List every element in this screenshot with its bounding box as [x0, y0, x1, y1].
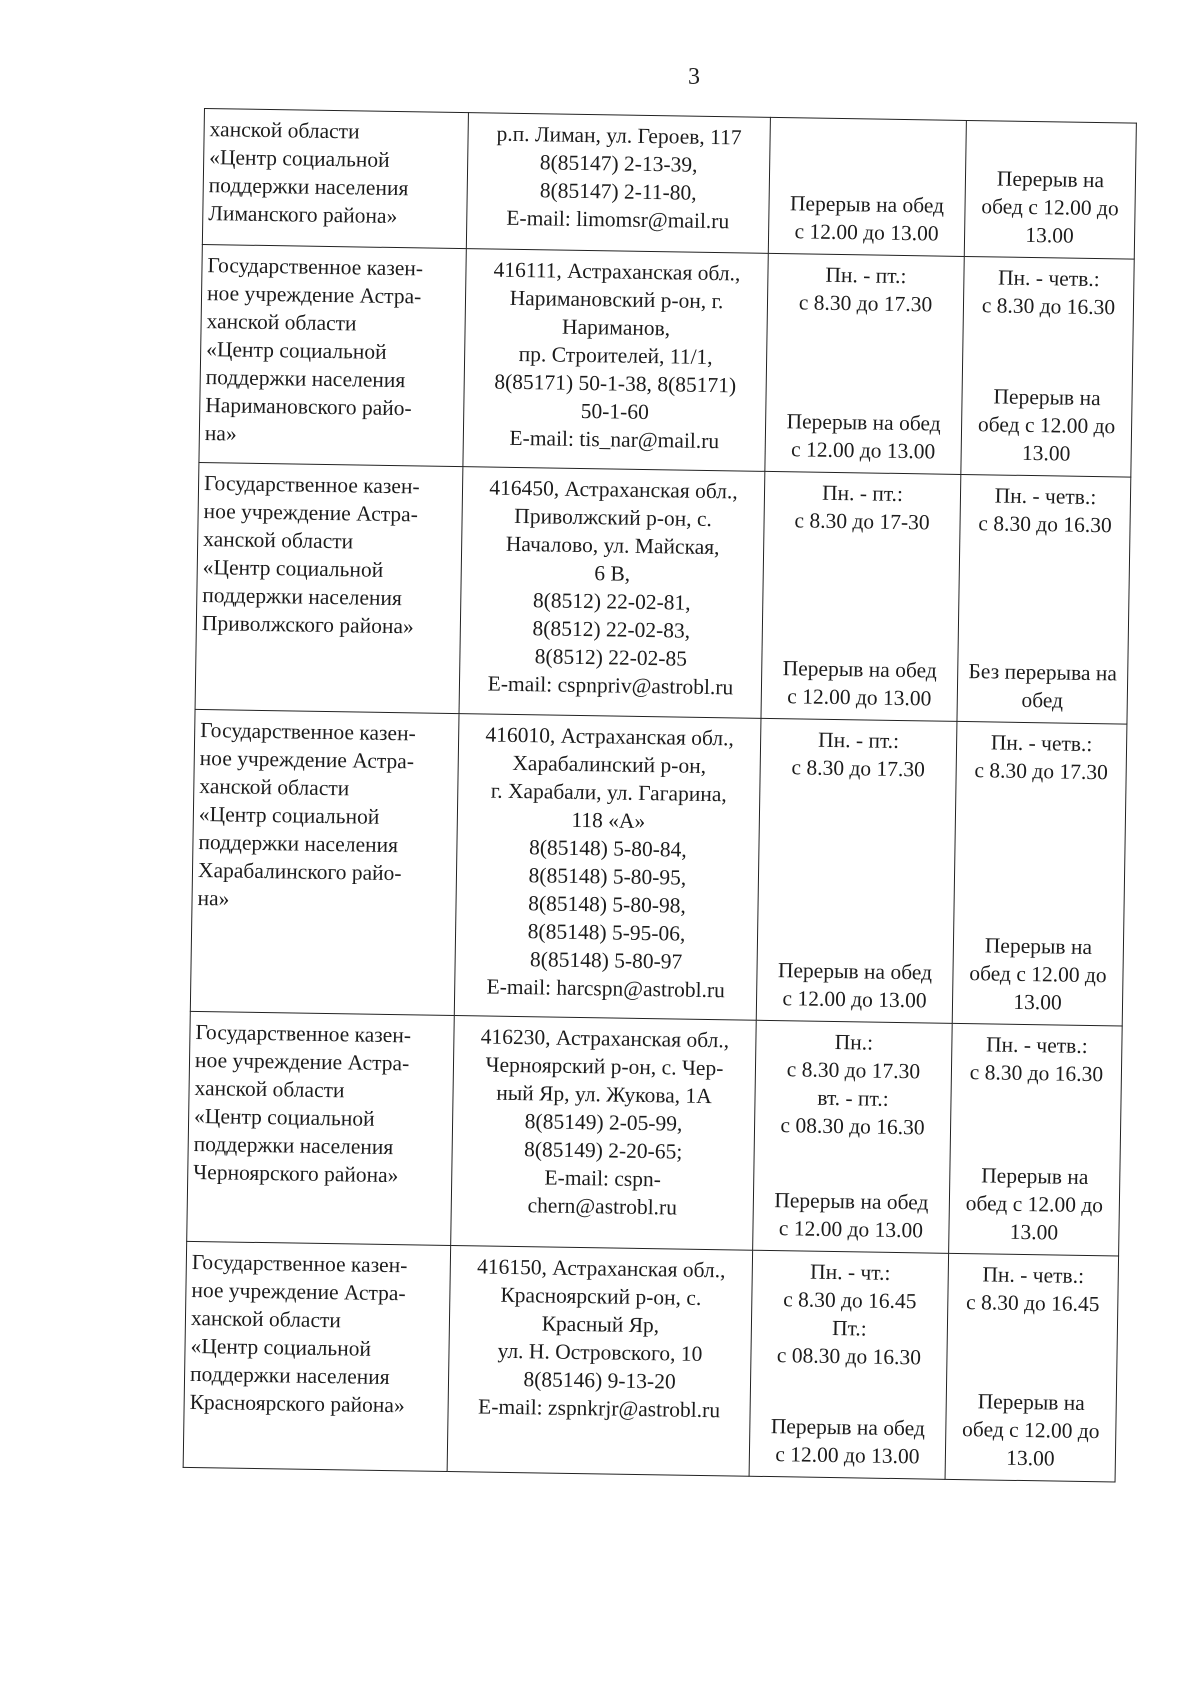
institution-name-cell: [190, 709, 459, 1016]
hours-line: с 8.30 до 16.30: [981, 292, 1116, 319]
institutions-table-wrapper: [183, 108, 1137, 1482]
address-line: 8(85171) 50-1-38, 8(85171): [494, 369, 737, 398]
institution-name-line: «Центр социальной: [190, 1333, 372, 1361]
break-line: Перерыв на обед: [774, 1188, 929, 1215]
short-week-schedule-cell: [952, 721, 1127, 1026]
institution-name-line: «Центр социальной: [198, 801, 380, 829]
weekday-schedule-break: [762, 956, 948, 1015]
institution-name-line: Черноярского района»: [193, 1160, 399, 1188]
institution-name-cell: [202, 109, 468, 249]
institution-name-line: ное учреждение Астра-: [206, 280, 422, 309]
break-line: с 12.00 до 13.00: [778, 1216, 924, 1243]
short-week-schedule-content: [958, 728, 1121, 1018]
hours-line: Пн.:: [834, 1030, 874, 1056]
weekday-schedule-content: [774, 124, 961, 248]
address-line: Красный Яр,: [541, 1311, 660, 1338]
address-line: 8(85148) 5-80-98,: [528, 891, 687, 918]
break-line: Без перерыва на: [968, 658, 1118, 686]
hours-line: Пн. - пт.:: [825, 262, 907, 288]
hours-line: с 8.30 до 16.30: [978, 511, 1112, 538]
break-line: Перерыв на обед: [789, 190, 945, 218]
address-line: E-mail: harcspn@astrobl.ru: [486, 974, 726, 1003]
hours-line: с 8.30 до 17.30: [974, 758, 1109, 785]
weekday-schedule-hours: [766, 725, 952, 784]
institution-name-line: Государственное казен-: [191, 1249, 408, 1278]
short-week-schedule-break: [963, 657, 1123, 715]
hours-line: с 08.30 до 16.30: [780, 1113, 925, 1140]
institutions-table: [183, 108, 1137, 1482]
institution-name-line: ное учреждение Астра-: [203, 499, 419, 527]
address-cell: [459, 467, 765, 718]
address-cell: [454, 713, 761, 1020]
institution-name-line: Наримановского райо-: [205, 392, 412, 420]
table-row: [183, 1241, 1118, 1481]
address-line: chern@astrobl.ru: [527, 1193, 678, 1220]
short-week-schedule-content: [966, 263, 1128, 469]
address-line: E-mail: cspn-: [544, 1165, 662, 1192]
weekday-schedule-hours: [756, 1257, 943, 1372]
weekday-schedule-content: [770, 260, 958, 466]
break-line: Перерыв на обед: [786, 409, 941, 436]
break-line: Перерыв на: [996, 166, 1105, 192]
break-line: с 12.00 до 13.00: [782, 986, 927, 1013]
institution-name-line: поддержки населения: [208, 173, 409, 201]
address-line: 8(85149) 2-20-65;: [523, 1137, 683, 1165]
address-line: 8(8512) 22-02-83,: [532, 616, 691, 643]
institution-name-cell: [183, 1241, 451, 1471]
institution-name-line: Красноярского района»: [189, 1389, 405, 1418]
institution-name-cell: [195, 463, 463, 714]
institution-name-line: «Центр социальной: [206, 336, 387, 364]
hours-line: Пн. - четв.:: [997, 265, 1100, 291]
institution-name-line: поддержки населения: [205, 364, 406, 392]
address-line: E-mail: zspnkrjr@astrobl.ru: [477, 1394, 721, 1423]
address-line: 118 «А»: [571, 807, 646, 833]
address-line: 6 В,: [594, 561, 631, 586]
break-line: 13.00: [1025, 222, 1074, 248]
address-line: 416450, Астраханская обл.,: [489, 475, 738, 504]
address-line: 8(85148) 5-95-06,: [527, 919, 686, 946]
institution-name-line: Государственное казен-: [203, 471, 420, 499]
address-line: 416111, Астраханская обл.,: [493, 257, 741, 286]
short-week-schedule-content: [954, 1030, 1116, 1247]
break-line: с 12.00 до 13.00: [790, 437, 936, 464]
institution-name-line: поддержки населения: [198, 829, 399, 857]
institution-name-line: ное учреждение Астра-: [191, 1277, 406, 1306]
weekday-schedule-cell: [749, 1250, 949, 1479]
hours-line: с 8.30 до 17.30: [798, 289, 933, 317]
institution-name-line: поддержки населения: [193, 1132, 394, 1160]
hours-line: с 8.30 до 16.45: [782, 1287, 917, 1314]
table-body: [183, 109, 1136, 1482]
address-line: Харабалинский р-он,: [512, 750, 707, 778]
table-row: [199, 244, 1134, 477]
institution-name-line: на»: [197, 885, 230, 911]
weekday-schedule-cell: [761, 472, 961, 722]
weekday-schedule-hours: [769, 478, 955, 537]
institution-name-line: ханской области: [199, 773, 350, 801]
table-row: [202, 109, 1136, 259]
address-line: 8(85146) 9-13-20: [523, 1367, 676, 1394]
address-line: 8(85147) 2-11-80,: [539, 178, 697, 205]
break-line: Перерыв на: [993, 384, 1101, 411]
hours-line: с 8.30 до 16.30: [969, 1060, 1104, 1087]
table-row: [195, 463, 1131, 724]
weekday-schedule-hours: [760, 1027, 947, 1142]
weekday-schedule-content: [762, 725, 951, 1015]
institution-name-cell: [199, 244, 466, 467]
hours-line: с 8.30 до 17-30: [794, 508, 930, 535]
hours-line: с 08.30 до 16.30: [776, 1343, 922, 1370]
break-line: 13.00: [1009, 1219, 1059, 1245]
address-line: р.п. Лиман, ул. Героев, 117: [496, 121, 742, 150]
short-week-schedule-hours: [957, 1030, 1117, 1088]
break-line: 13.00: [1021, 441, 1071, 466]
short-week-schedule-cell: [964, 120, 1136, 258]
institution-name-line: ханской области: [190, 1305, 342, 1333]
hours-line: Пн. - четв.:: [982, 1262, 1085, 1288]
break-line: Перерыв на: [984, 933, 1093, 960]
address-line: Нариманов,: [561, 314, 671, 340]
institution-name-line: ханской области: [203, 527, 354, 554]
hours-line: Пн. - чт.:: [809, 1259, 891, 1285]
address-line: 8(85148) 5-80-95,: [528, 863, 687, 890]
short-week-schedule-hours: [961, 728, 1121, 786]
break-line: Перерыв на: [977, 1388, 1086, 1415]
institution-name-line: «Центр социальной: [202, 555, 384, 583]
institution-name-line: Приволжского района»: [201, 611, 414, 639]
address-line: 416230, Астраханская обл.,: [480, 1024, 730, 1053]
institution-name-line: ханской области: [194, 1076, 345, 1103]
break-line: обед с 12.00 до: [977, 412, 1116, 439]
short-week-schedule-hours: [965, 481, 1125, 539]
hours-line: Пн. - четв.:: [990, 730, 1093, 756]
break-line: Перерыв на: [981, 1163, 1089, 1190]
break-line: обед с 12.00 до: [981, 193, 1119, 220]
short-week-schedule-cell: [961, 256, 1134, 477]
weekday-schedule-cell: [753, 1021, 953, 1254]
address-cell: [451, 1016, 757, 1250]
institution-name-line: Харабалинского райо-: [197, 857, 402, 886]
hours-line: Пт.:: [831, 1316, 867, 1341]
break-line: обед с 12.00 до: [961, 1416, 1100, 1443]
hours-line: с 8.30 до 16.45: [965, 1290, 1100, 1317]
hours-line: с 8.30 до 17.30: [786, 1057, 921, 1084]
short-week-schedule-hours: [972, 127, 1131, 129]
weekday-schedule-cell: [756, 718, 957, 1024]
address-cell: [463, 248, 768, 471]
short-week-schedule-break: [954, 1161, 1114, 1247]
institution-name-line: «Центр социальной: [209, 145, 390, 172]
institution-name-line: Лиманского района»: [208, 201, 398, 229]
address-line: 8(85148) 5-80-84,: [528, 835, 687, 862]
institution-name-line: ное учреждение Астра-: [199, 745, 415, 774]
address-line: 8(8512) 22-02-81,: [532, 588, 691, 615]
institution-name-line: Государственное казен-: [200, 717, 416, 746]
institution-name-cell: [187, 1012, 455, 1246]
break-line: 13.00: [1013, 990, 1062, 1016]
address-line: пр. Строителей, 11/1,: [518, 341, 713, 369]
address-line: г. Харабали, ул. Гагарина,: [490, 778, 727, 807]
weekday-schedule-content: [767, 478, 956, 712]
institution-name-line: ханской области: [206, 308, 357, 336]
weekday-schedule-cell: [765, 253, 964, 475]
address-line: ный Яр, ул. Жукова, 1А: [496, 1081, 712, 1109]
short-week-schedule-break: [958, 931, 1118, 1017]
break-line: обед с 12.00 до: [969, 961, 1107, 988]
short-week-schedule-break: [966, 382, 1126, 468]
address-line: 416150, Астраханская обл.,: [476, 1254, 726, 1283]
short-week-schedule-hours: [953, 1260, 1113, 1318]
weekday-schedule-cell: [768, 117, 966, 256]
hours-line: Пн. - пт.:: [817, 727, 900, 753]
break-line: обед с 12.00 до: [965, 1191, 1104, 1218]
institution-name-line: Государственное казен-: [207, 252, 424, 281]
institution-name-line: на»: [204, 420, 237, 446]
break-line: с 12.00 до 13.00: [794, 218, 939, 246]
hours-line: Пн. - пт.:: [821, 480, 904, 507]
break-line: Перерыв на обед: [770, 1413, 926, 1441]
address-cell: [466, 113, 770, 253]
address-line: 416010, Астраханская обл.,: [485, 722, 735, 751]
short-week-schedule-break: [951, 1387, 1111, 1473]
weekday-schedule-break: [758, 1186, 944, 1245]
institution-name-line: поддержки населения: [202, 583, 403, 611]
institution-name-line: поддержки населения: [189, 1361, 390, 1390]
address-cell: [447, 1246, 753, 1476]
weekday-schedule-hours: [773, 260, 959, 319]
hours-line: вт. - пт.:: [817, 1086, 889, 1112]
short-week-schedule-cell: [957, 475, 1131, 724]
institution-name-line: ханской области: [209, 117, 360, 144]
address-line: Красноярский р-он, с.: [500, 1282, 702, 1310]
weekday-schedule-break: [767, 654, 953, 713]
weekday-schedule-break: [755, 1411, 941, 1470]
weekday-schedule-break: [770, 407, 956, 466]
weekday-schedule-hours: [776, 124, 961, 127]
break-line: Перерыв на обед: [782, 655, 938, 683]
hours-line: Пн. - четв.:: [985, 1032, 1088, 1059]
address-line: 50-1-60: [580, 398, 650, 424]
weekday-schedule-break: [774, 189, 960, 248]
address-line: Наримановский р-он, г.: [509, 285, 724, 313]
break-line: 13.00: [1006, 1445, 1055, 1471]
break-line: Перерыв на обед: [777, 958, 933, 985]
short-week-schedule-hours: [969, 263, 1129, 321]
address-line: E-mail: tis_nar@mail.ru: [509, 425, 720, 453]
institution-name-line: ное учреждение Астра-: [194, 1048, 410, 1076]
address-line: 8(85149) 2-05-99,: [524, 1109, 683, 1137]
weekday-schedule-content: [758, 1027, 946, 1244]
hours-line: с 8.30 до 17.30: [791, 755, 926, 782]
address-line: 8(85147) 2-13-39,: [539, 150, 698, 177]
table-row: [190, 709, 1127, 1026]
short-week-schedule-content: [963, 481, 1126, 715]
page-number: 3: [688, 64, 700, 90]
address-line: Началово, ул. Майская,: [505, 532, 720, 560]
institution-name-line: Государственное казен-: [195, 1020, 412, 1048]
short-week-schedule-cell: [945, 1253, 1119, 1481]
short-week-schedule-content: [970, 127, 1131, 250]
short-week-schedule-content: [951, 1260, 1113, 1473]
address-line: 8(8512) 22-02-85: [534, 644, 688, 671]
break-line: с 12.00 до 13.00: [775, 1441, 920, 1469]
institution-name-line: «Центр социальной: [193, 1104, 375, 1132]
address-line: Черноярский р-он, с. Чер-: [485, 1052, 724, 1081]
break-line: обед: [1021, 687, 1064, 713]
break-line: с 12.00 до 13.00: [787, 684, 932, 711]
weekday-schedule-content: [755, 1257, 943, 1470]
table-row: [187, 1012, 1122, 1256]
address-line: ул. Н. Островского, 10: [497, 1338, 703, 1367]
address-line: Приволжский р-он, с.: [514, 504, 713, 532]
hours-line: Пн. - четв.:: [994, 483, 1097, 510]
address-line: 8(85148) 5-80-97: [529, 947, 683, 974]
short-week-schedule-break: [970, 164, 1130, 250]
short-week-schedule-cell: [949, 1024, 1123, 1256]
address-line: E-mail: cspnpriv@astrobl.ru: [487, 671, 734, 700]
address-line: E-mail: limomsr@mail.ru: [506, 205, 730, 234]
